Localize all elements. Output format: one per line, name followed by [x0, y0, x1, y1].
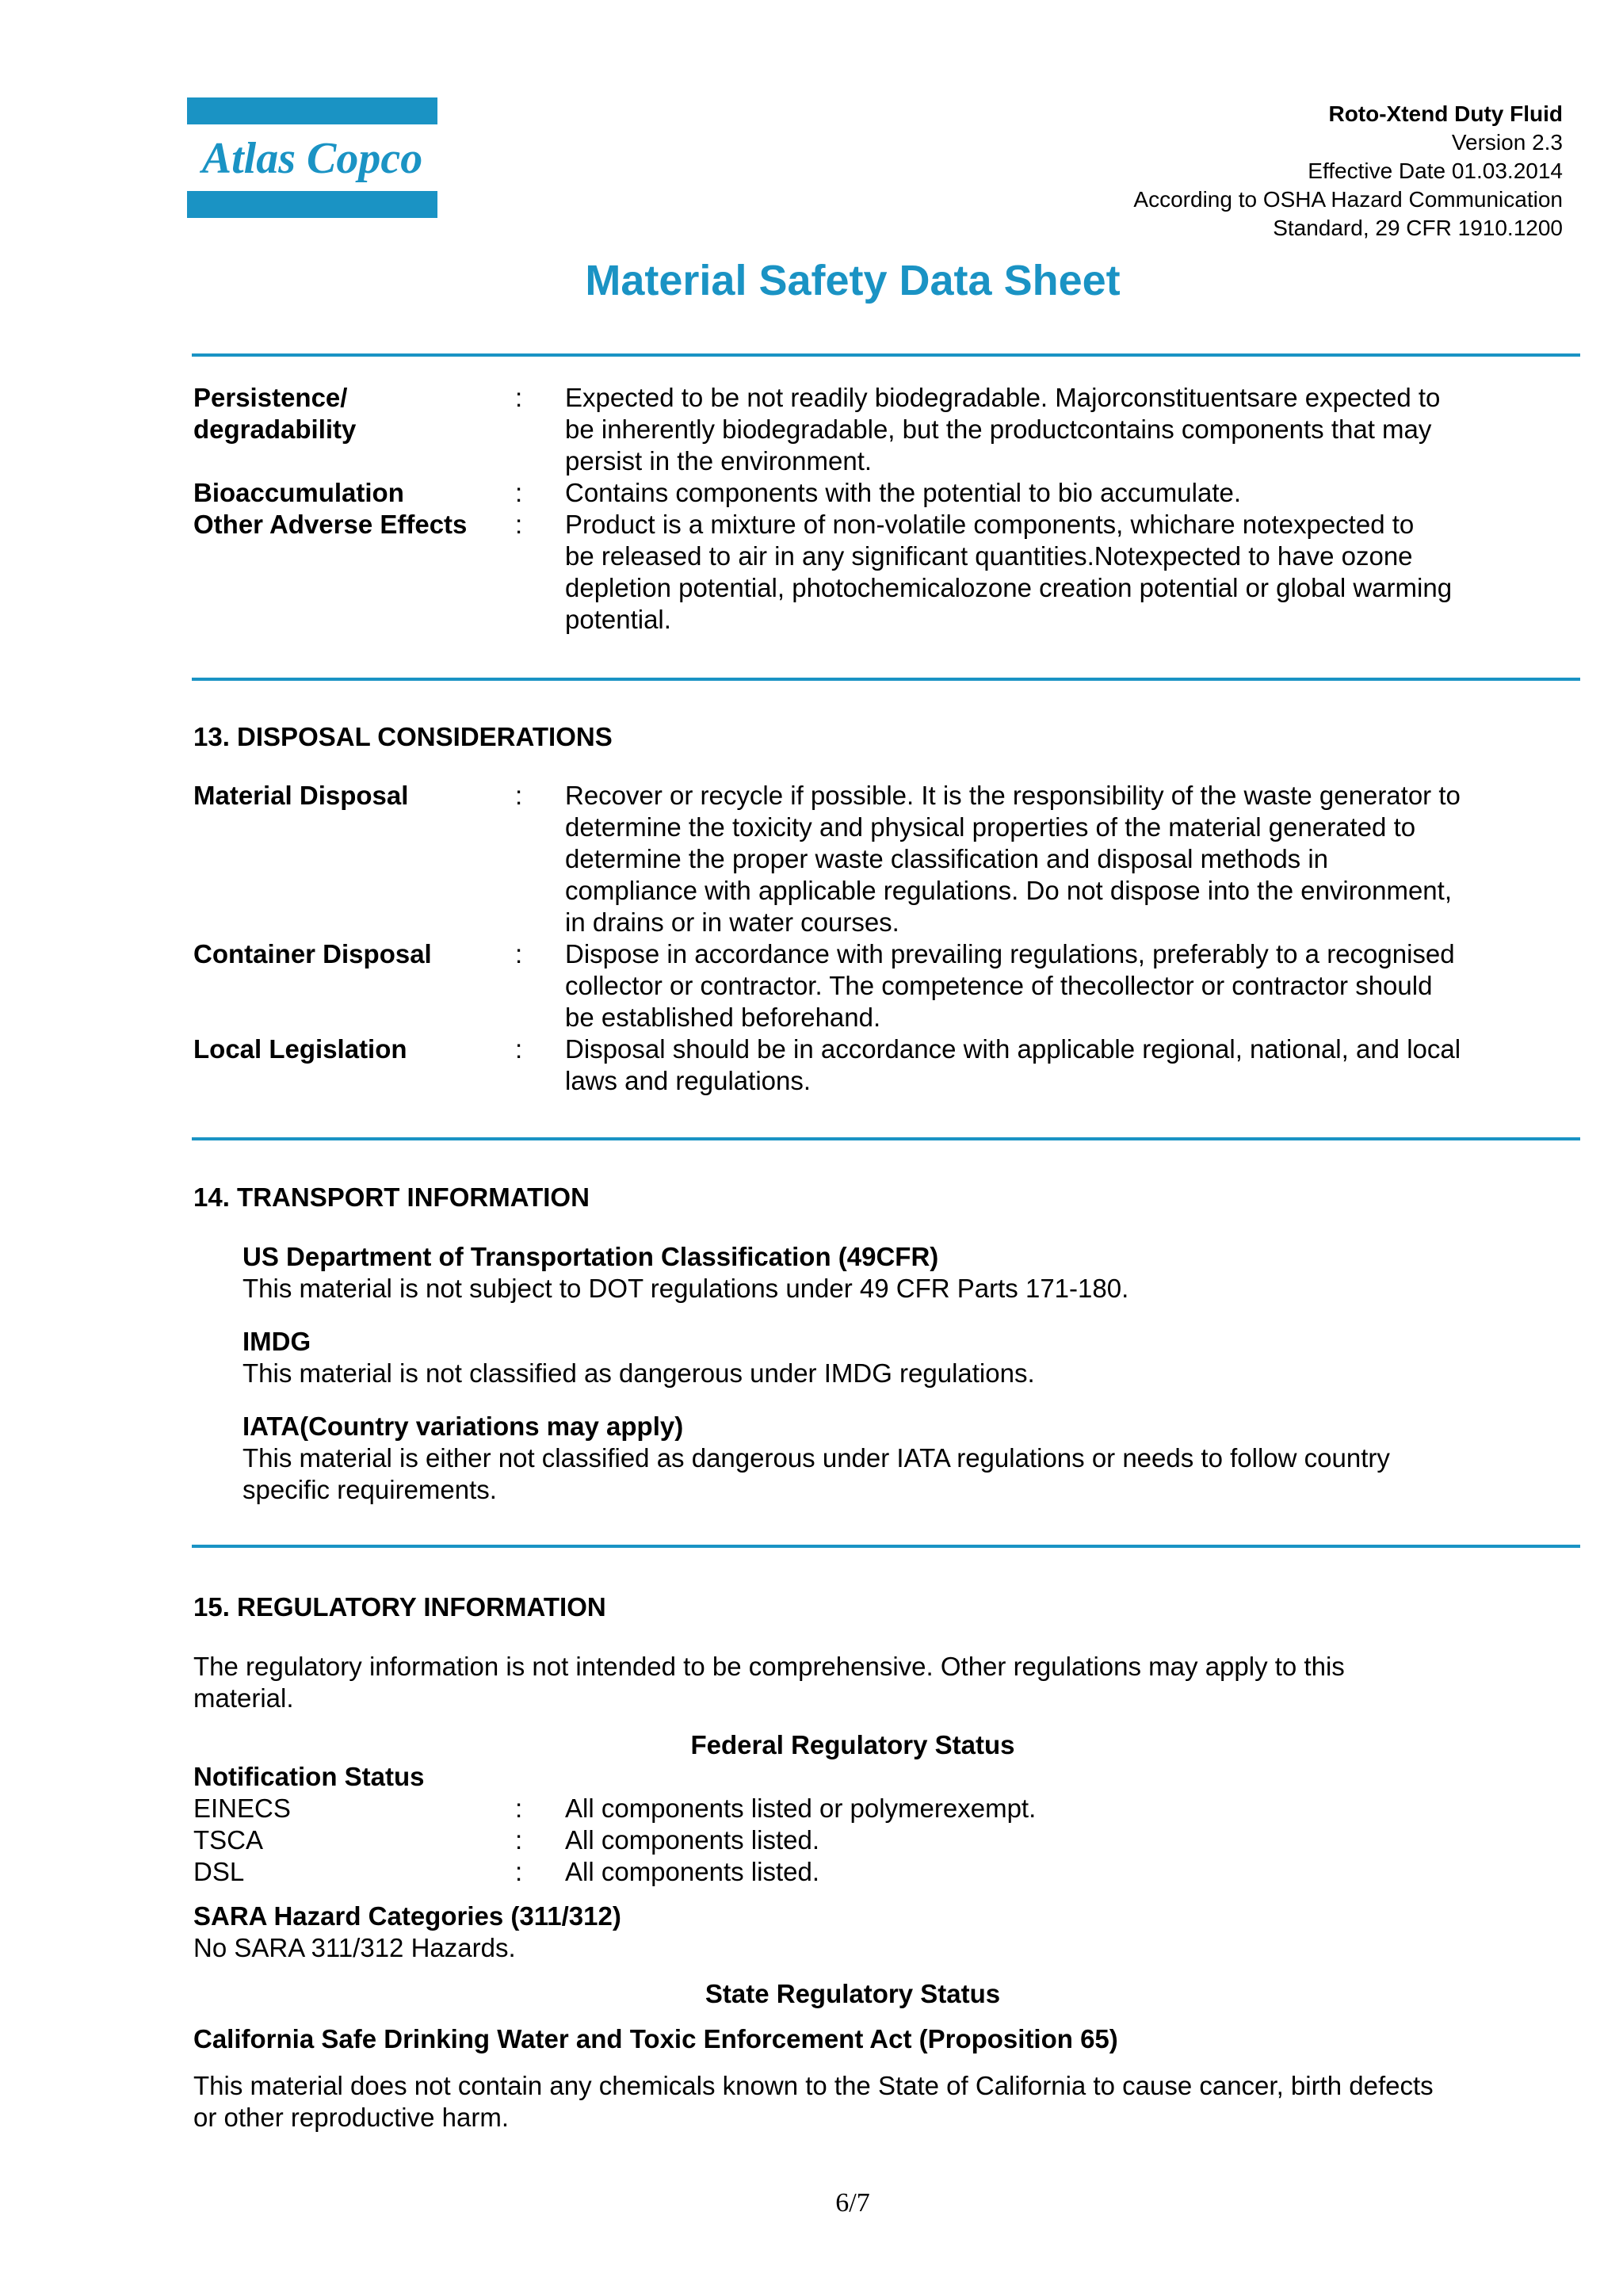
notification-status-title: Notification Status: [193, 1762, 425, 1791]
row-value: Recover or recycle if possible. It is the responsibility of the waste generator to determine the toxicity and physical properties of the material generated to determine the proper waste classification and disposal methods in compliance with applicable regulations. Do not dispose into the environment, in drains or in water courses.: [565, 781, 1461, 937]
federal-status-title: Federal Regulatory Status: [690, 1730, 1015, 1759]
row-label: TSCA: [193, 1825, 264, 1855]
row-label: EINECS: [193, 1794, 291, 1823]
prop65-text: This material does not contain any chemicals known to the State of California to cause cancer, birth defects or other reproductive harm.: [193, 2071, 1434, 2132]
section-heading-transport: 14. TRANSPORT INFORMATION: [193, 1182, 590, 1212]
version: Version 2.3: [1451, 130, 1563, 155]
osha-line-2: Standard, 29 CFR 1910.1200: [1273, 216, 1563, 240]
page-title: Material Safety Data Sheet: [585, 257, 1121, 304]
row-value: All components listed or polymerexempt.: [565, 1794, 1037, 1823]
ecology-row-persistence: Persistence/ degradability : Expected to be not readily biodegradable. Majorconstituentsare expected to be inherently biodegradable, but the productcontains components that may persist in the environment.: [193, 382, 1588, 414]
iata-text: This material is either not classified as dangerous under IATA regulations or needs to follow country specific requirements.: [242, 1443, 1390, 1504]
divider: [192, 678, 1580, 681]
row-label: Persistence/ degradability: [193, 383, 357, 444]
prop65-title: California Safe Drinking Water and Toxic Enforcement Act (Proposition 65): [193, 2024, 1118, 2053]
row-value: Product is a mixture of non-volatile components, whichare notexpected to be released to air in any significant quantities.Notexpected to have ozone depletion potential, photochemicalozone creation potential or global warming potential.: [565, 510, 1453, 634]
sara-title: SARA Hazard Categories (311/312): [193, 1901, 621, 1931]
row-value: Expected to be not readily biodegradable. Majorconstituentsare expected to be inherently biodegradable, but the productcontains components that may persist in the environment.: [565, 383, 1441, 476]
logo-wordmark: Atlas Copco: [201, 134, 423, 183]
notification-row-dsl: DSL : All components listed.: [193, 1856, 1588, 1888]
product-name: Roto-Xtend Duty Fluid: [1328, 101, 1563, 126]
ecology-row-adverse-effects: Other Adverse Effects : Product is a mixture of non-volatile components, whichare notexpected to be released to air in any significant quantities.Notexpected to have ozone depletion potential, photochemicalozone creation potential or global warming potential.: [193, 509, 1588, 541]
disposal-row-legislation: Local Legislation : Disposal should be in accordance with applicable regional, national, and local laws and regulations.: [193, 1033, 1588, 1065]
row-value: All components listed.: [565, 1825, 819, 1855]
notification-row-einecs: EINECS : All components listed or polymerexempt.: [193, 1793, 1588, 1824]
row-value: All components listed.: [565, 1857, 819, 1886]
row-label: Material Disposal: [193, 781, 409, 810]
regulatory-intro: The regulatory information is not intended to be comprehensive. Other regulations may apply to this material.: [193, 1652, 1345, 1713]
row-value: Dispose in accordance with prevailing regulations, preferably to a recognised collector or contractor. The competence of thecollector or contractor should be established beforehand.: [565, 939, 1455, 1032]
row-label: DSL: [193, 1857, 245, 1886]
notification-row-tsca: TSCA : All components listed.: [193, 1824, 1588, 1856]
dot-title: US Department of Transportation Classification (49CFR): [242, 1242, 939, 1271]
ecology-row-bioaccumulation: Bioaccumulation : Contains components with the potential to bio accumulate.: [193, 477, 1588, 509]
osha-line-1: According to OSHA Hazard Communication: [1133, 187, 1563, 212]
iata-title: IATA(Country variations may apply): [242, 1412, 684, 1441]
dot-text: This material is not subject to DOT regulations under 49 CFR Parts 171-180.: [242, 1274, 1129, 1303]
section-heading-disposal: 13. DISPOSAL CONSIDERATIONS: [193, 722, 613, 751]
atlas-copco-logo: [187, 97, 437, 218]
state-status-title: State Regulatory Status: [705, 1979, 1001, 2008]
row-label: Local Legislation: [193, 1034, 407, 1064]
effective-date: Effective Date 01.03.2014: [1308, 159, 1563, 183]
row-label: Bioaccumulation: [193, 478, 404, 507]
sara-text: No SARA 311/312 Hazards.: [193, 1933, 516, 1962]
row-label: Container Disposal: [193, 939, 432, 968]
row-value: Disposal should be in accordance with applicable regional, national, and local laws and regulations.: [565, 1034, 1461, 1095]
imdg-title: IMDG: [242, 1327, 311, 1356]
page-number: 6/7: [835, 2188, 870, 2218]
divider: [192, 353, 1580, 357]
section-heading-regulatory: 15. REGULATORY INFORMATION: [193, 1592, 606, 1622]
disposal-row-container: Container Disposal : Dispose in accordance with prevailing regulations, preferably to a recognised collector or contractor. The competence of thecollector or contractor should be established beforehand.: [193, 938, 1588, 970]
divider: [192, 1137, 1580, 1140]
row-value: Contains components with the potential to bio accumulate.: [565, 478, 1242, 507]
row-label: Other Adverse Effects: [193, 510, 468, 539]
disposal-row-material: Material Disposal : Recover or recycle if possible. It is the responsibility of the waste generator to determine the toxicity and physical properties of the material generated to determine the proper waste classification and disposal methods in compliance with applicable regulations. Do not dispose into the environment, in drains or in water courses.: [193, 780, 1588, 812]
divider: [192, 1545, 1580, 1548]
imdg-text: This material is not classified as dangerous under IMDG regulations.: [242, 1358, 1035, 1388]
